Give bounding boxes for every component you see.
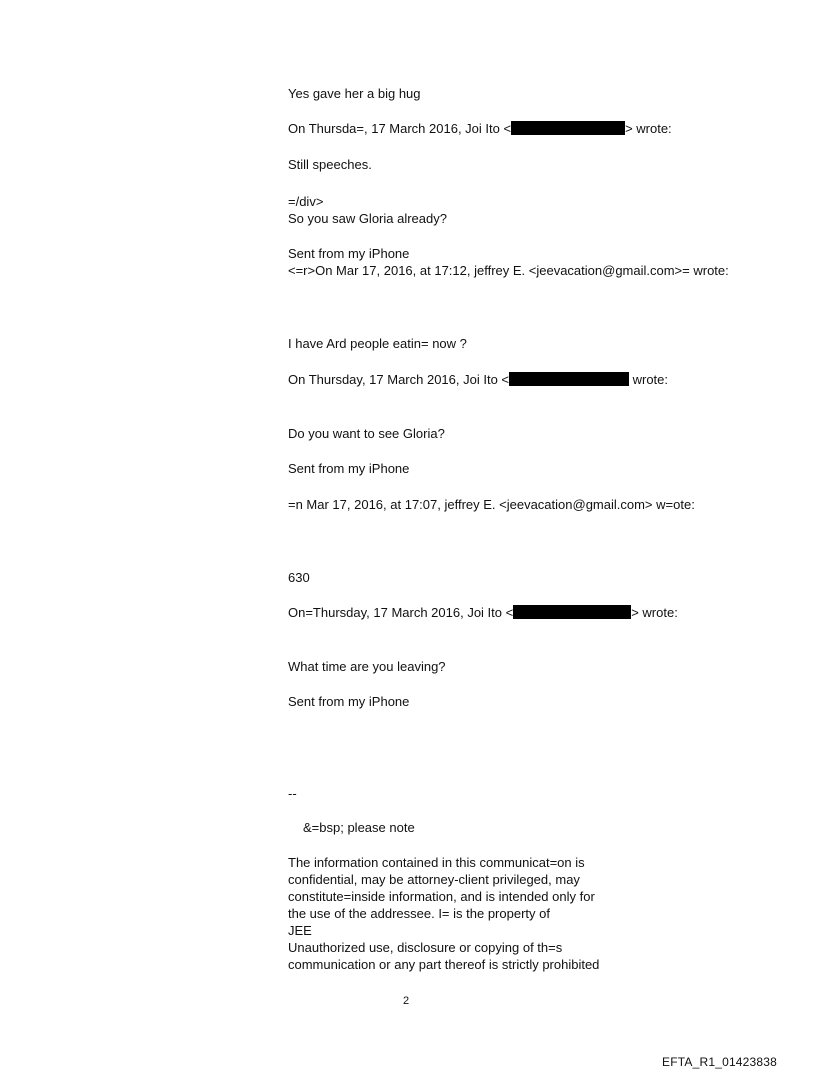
header-text-end: > wrote: bbox=[625, 121, 672, 136]
email-line: I have Ard people eatin= now ? bbox=[288, 336, 467, 351]
email-line: Still speeches. bbox=[288, 157, 372, 172]
header-text: On Thursday, 17 March 2016, Joi Ito < bbox=[288, 372, 509, 387]
redaction-box bbox=[513, 605, 631, 619]
email-signature: Sent from my iPhone bbox=[288, 246, 410, 261]
disclaimer-line: JEE bbox=[288, 923, 312, 938]
redaction-box bbox=[511, 121, 625, 135]
header-text-end: > wrote: bbox=[631, 605, 678, 620]
email-signature: Sent from my iPhone bbox=[288, 461, 410, 476]
disclaimer-heading: &=bsp; please note bbox=[303, 820, 415, 835]
disclaimer-line: confidential, may be attorney-client privileged, may bbox=[288, 872, 580, 887]
header-text: On Thursda=, 17 March 2016, Joi Ito < bbox=[288, 121, 512, 136]
header-text-end: wrote: bbox=[629, 372, 669, 387]
page-number: 2 bbox=[403, 995, 410, 1007]
email-header-line bbox=[288, 121, 672, 137]
disclaimer-line: communication or any part thereof is strictly prohibited bbox=[288, 957, 600, 972]
email-header-line bbox=[288, 372, 668, 388]
email-line: 630 bbox=[288, 570, 310, 585]
email-line: Yes gave her a big hug bbox=[288, 86, 421, 101]
disclaimer-line: Unauthorized use, disclosure or copying of th=s bbox=[288, 940, 563, 955]
email-line: So you saw Gloria already? bbox=[288, 211, 447, 226]
email-line: What time are you leaving? bbox=[288, 659, 446, 674]
email-line: Do you want to see Gloria? bbox=[288, 426, 445, 441]
email-header-line: <=r>On Mar 17, 2016, at 17:12, jeffrey E. <jeevacation@gmail.com>= wrote: bbox=[288, 263, 729, 278]
signature-separator: -- bbox=[288, 786, 297, 801]
disclaimer-line: The information contained in this communicat=on is bbox=[288, 855, 585, 870]
disclaimer-line: the use of the addressee. I= is the property of bbox=[288, 906, 550, 921]
redaction-box bbox=[509, 372, 629, 386]
email-signature: Sent from my iPhone bbox=[288, 694, 410, 709]
bates-number: EFTA_R1_01423838 bbox=[662, 1055, 778, 1069]
disclaimer-line: constitute=inside information, and is intended only for bbox=[288, 889, 595, 904]
email-header-line bbox=[288, 605, 678, 621]
email-header-line: =n Mar 17, 2016, at 17:07, jeffrey E. <jeevacation@gmail.com> w=ote: bbox=[288, 497, 695, 512]
email-line: =/div> bbox=[288, 194, 324, 209]
header-text: On=Thursday, 17 March 2016, Joi Ito < bbox=[288, 605, 514, 620]
